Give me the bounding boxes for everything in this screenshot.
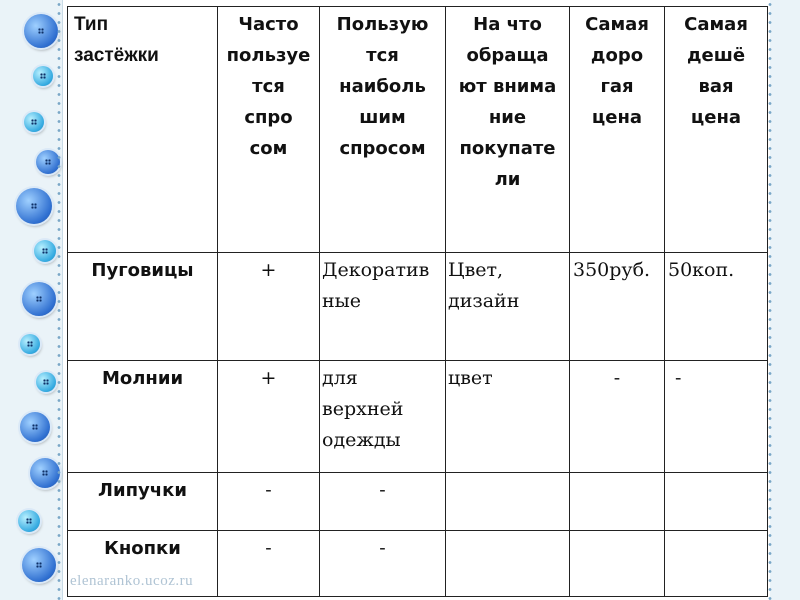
fasteners-table-container bbox=[67, 6, 767, 596]
button-icon bbox=[24, 14, 58, 48]
cell-max-price bbox=[570, 531, 665, 597]
cell-most: - bbox=[320, 531, 446, 597]
stitch-line bbox=[768, 0, 772, 600]
row-type: Кнопки bbox=[68, 531, 218, 597]
header-max-price: Самая доро гая цена bbox=[570, 7, 665, 253]
cell-attention bbox=[446, 531, 570, 597]
left-decorative-strip bbox=[0, 0, 63, 600]
cell-most: - bbox=[320, 473, 446, 531]
button-icon bbox=[22, 282, 56, 316]
header-often: Часто пользуе тся спро сом bbox=[218, 7, 320, 253]
button-icon bbox=[20, 412, 50, 442]
button-icon bbox=[22, 548, 56, 582]
button-icon bbox=[16, 188, 52, 224]
table-header-row bbox=[68, 7, 768, 253]
button-icon bbox=[33, 66, 53, 86]
header-most: Пользую тся наиболь шим спросом bbox=[320, 7, 446, 253]
cell-often: - bbox=[218, 473, 320, 531]
row-type: Молнии bbox=[68, 361, 218, 473]
cell-attention: цвет bbox=[446, 361, 570, 473]
button-icon bbox=[18, 510, 40, 532]
button-icon bbox=[34, 240, 56, 262]
cell-min-price: 50коп. bbox=[665, 253, 768, 361]
cell-often: - bbox=[218, 531, 320, 597]
header-type: Тип застёжки bbox=[68, 7, 218, 253]
cell-min-price: - bbox=[665, 361, 768, 473]
cell-max-price bbox=[570, 473, 665, 531]
button-icon bbox=[24, 112, 44, 132]
cell-often: + bbox=[218, 361, 320, 473]
right-decorative-strip bbox=[770, 0, 800, 600]
cell-max-price: 350руб. bbox=[570, 253, 665, 361]
button-icon bbox=[36, 372, 56, 392]
row-type: Пуговицы bbox=[68, 253, 218, 361]
header-attention: На что обраща ют внима ние покупате ли bbox=[446, 7, 570, 253]
row-type: Липучки bbox=[68, 473, 218, 531]
cell-attention bbox=[446, 473, 570, 531]
table-row bbox=[68, 473, 768, 531]
cell-min-price bbox=[665, 473, 768, 531]
button-icon bbox=[30, 458, 60, 488]
cell-most: Декоратив ные bbox=[320, 253, 446, 361]
stitch-line bbox=[57, 0, 61, 600]
cell-often: + bbox=[218, 253, 320, 361]
button-icon bbox=[20, 334, 40, 354]
header-min-price: Самая дешё вая цена bbox=[665, 7, 768, 253]
cell-max-price: - bbox=[570, 361, 665, 473]
fasteners-table bbox=[67, 6, 768, 597]
table-row bbox=[68, 361, 768, 473]
cell-most: для верхней одежды bbox=[320, 361, 446, 473]
cell-attention: Цвет, дизайн bbox=[446, 253, 570, 361]
table-row bbox=[68, 253, 768, 361]
cell-min-price bbox=[665, 531, 768, 597]
watermark: elenaranko.ucoz.ru bbox=[70, 573, 194, 589]
